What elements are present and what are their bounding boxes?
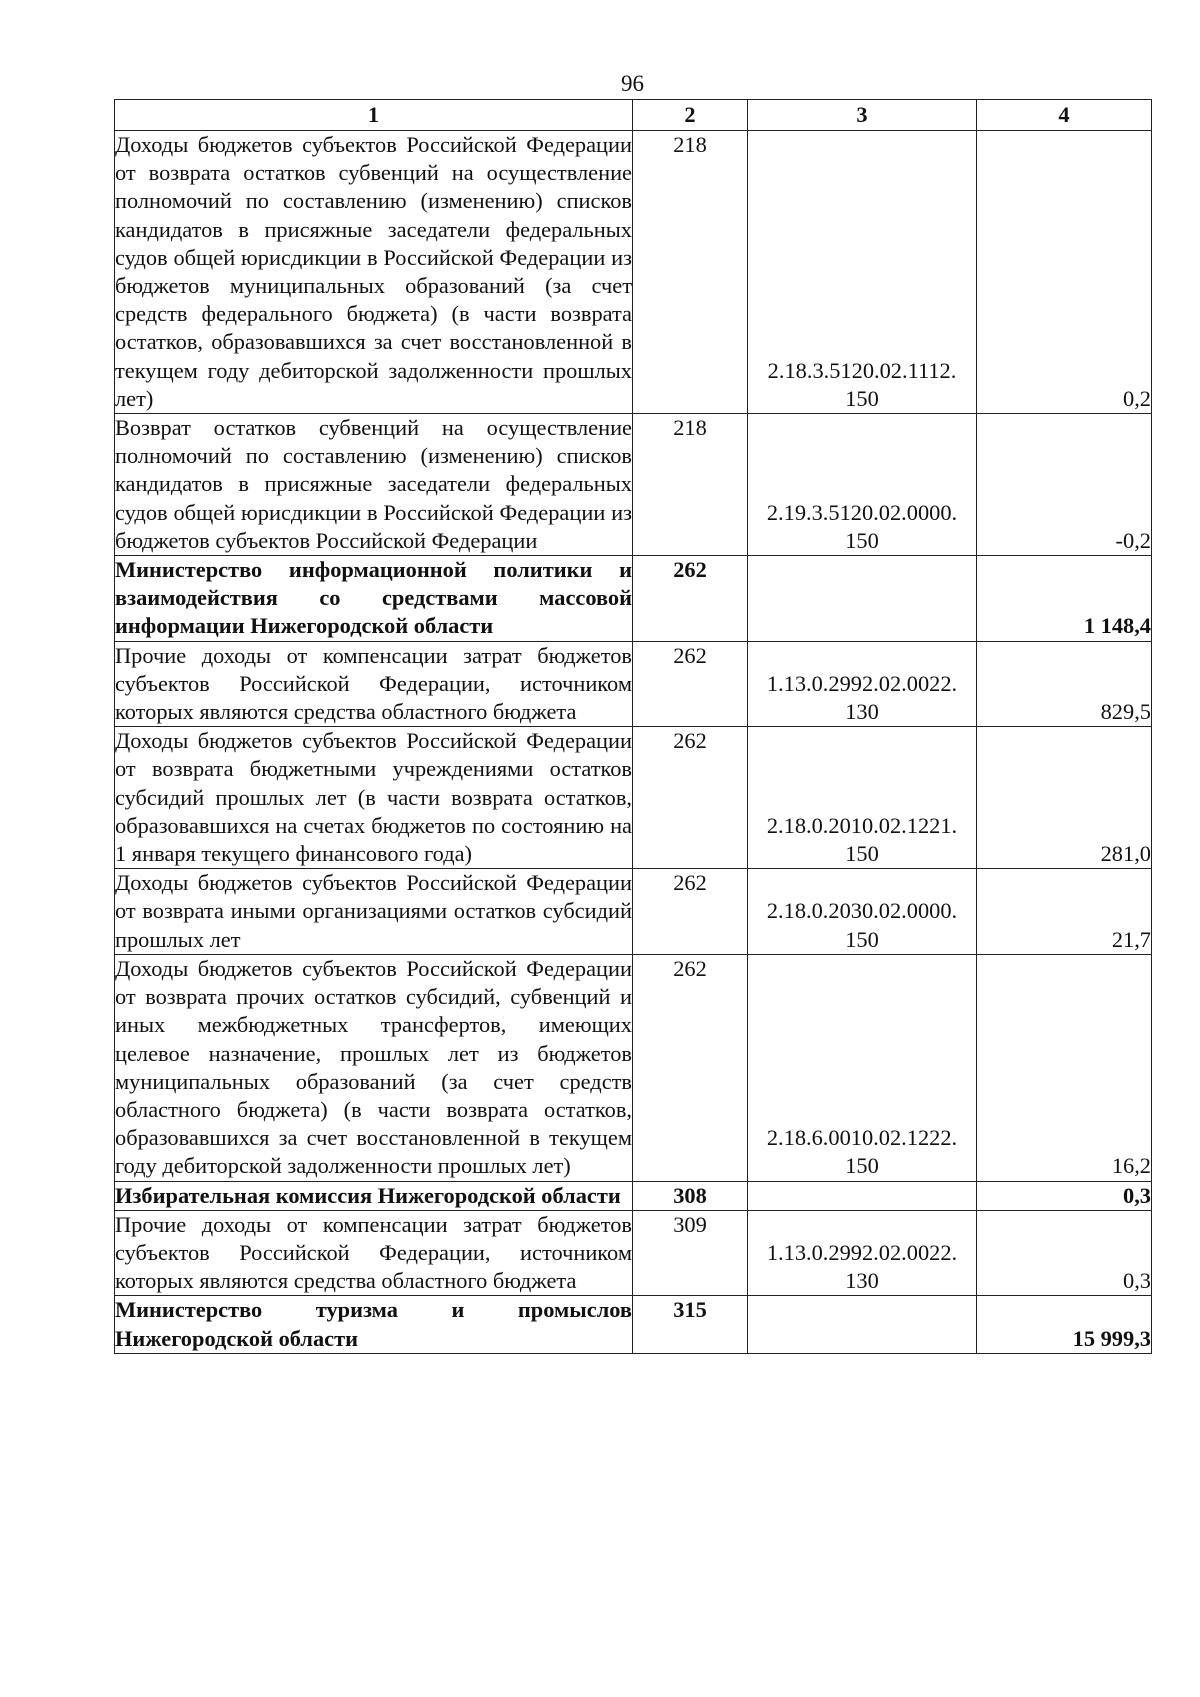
table-row-ministry-total [115, 556, 1152, 642]
admin-code: 218 [633, 131, 748, 414]
income-description: Доходы бюджетов субъектов Российской Федерации от возврата бюджетными учреждениями остатков субсидий прошлых лет (в части возврата остатков, образовавшихся на счетах бюджетов по состоянию на 1 января текущего финансового года) [115, 727, 633, 869]
budget-classification-code [748, 1210, 977, 1296]
amount-value: 21,7 [977, 869, 1152, 955]
kbk-line-1: 2.18.6.0010.02.1222. [766, 1125, 958, 1151]
table-row [115, 414, 1152, 556]
table-header-row [115, 100, 1152, 131]
admin-code: 309 [633, 1210, 748, 1296]
kbk-line-1: 2.18.3.5120.02.1112. [767, 357, 957, 383]
budget-classification-code [748, 556, 977, 642]
income-description: Прочие доходы от компенсации затрат бюджетов субъектов Российской Федерации, источником которых являются средства областного бюджета [115, 641, 633, 727]
kbk-line-1: 2.18.0.2010.02.1221. [766, 812, 958, 838]
kbk-line-2: 150 [845, 385, 879, 411]
admin-code: 315 [633, 1296, 748, 1353]
table-row-ministry-total [115, 1181, 1152, 1210]
budget-classification-code [748, 727, 977, 869]
header-col-2: 2 [633, 100, 748, 131]
income-description: Доходы бюджетов субъектов Российской Федерации от возврата иными организациями остатков субсидий прошлых лет [115, 869, 633, 955]
admin-code: 262 [633, 727, 748, 869]
kbk-line-2: 150 [845, 841, 879, 867]
kbk-line-2: 130 [845, 699, 879, 725]
amount-value: 281,0 [977, 727, 1152, 869]
table-row-ministry-total [115, 1296, 1152, 1353]
ministry-name: Избирательная комиссия Нижегородской области [115, 1181, 633, 1210]
amount-total: 0,3 [977, 1181, 1152, 1210]
admin-code: 262 [633, 954, 748, 1181]
amount-value: 829,5 [977, 641, 1152, 727]
income-description: Доходы бюджетов субъектов Российской Федерации от возврата остатков субвенций на осуществление полномочий по составлению (изменению) списков кандидатов в присяжные заседатели федеральных судов общей юрисдикции в Российской Федерации из бюджетов муниципальных образований (за счет средств федерального бюджета) (в части возврата остатков, образовавшихся за счет восстановленной в текущем году дебиторской задолженности прошлых лет) [115, 131, 633, 414]
income-description: Возврат остатков субвенций на осуществление полномочий по составлению (изменению) списков кандидатов в присяжные заседатели федеральных судов общей юрисдикции в Российской Федерации из бюджетов субъектов Российской Федерации [115, 414, 633, 556]
amount-value: 0,3 [977, 1210, 1152, 1296]
kbk-line-1: 2.18.0.2030.02.0000. [766, 898, 958, 924]
kbk-line-1: 1.13.0.2992.02.0022. [766, 1239, 958, 1265]
table-row [115, 954, 1152, 1181]
admin-code: 262 [633, 869, 748, 955]
budget-classification-code [748, 641, 977, 727]
table-row [115, 1210, 1152, 1296]
table-row [115, 727, 1152, 869]
kbk-line-2: 150 [845, 926, 879, 952]
table-row [115, 131, 1152, 414]
table-row [115, 641, 1152, 727]
kbk-line-2: 150 [845, 527, 879, 553]
budget-table [114, 99, 1152, 1354]
page-number: 96 [621, 71, 644, 96]
budget-classification-code [748, 1296, 977, 1353]
amount-value: -0,2 [977, 414, 1152, 556]
income-description: Доходы бюджетов субъектов Российской Федерации от возврата прочих остатков субсидий, субвенций и иных межбюджетных трансфертов, имеющих целевое назначение, прошлых лет из бюджетов муниципальных образований (за счет средств областного бюджета) (в части возврата остатков, образовавшихся за счет восстановленной в текущем году дебиторской задолженности прошлых лет) [115, 954, 633, 1181]
kbk-line-2: 130 [845, 1268, 879, 1294]
admin-code: 262 [633, 641, 748, 727]
amount-value: 0,2 [977, 131, 1152, 414]
budget-classification-code [748, 131, 977, 414]
ministry-name: Министерство туризма и промыслов Нижегородской области [115, 1296, 633, 1353]
amount-total: 1 148,4 [977, 556, 1152, 642]
budget-classification-code [748, 869, 977, 955]
kbk-line-1: 2.19.3.5120.02.0000. [766, 499, 958, 525]
admin-code: 308 [633, 1181, 748, 1210]
admin-code: 262 [633, 556, 748, 642]
kbk-line-2: 150 [845, 1153, 879, 1179]
header-col-4: 4 [977, 100, 1152, 131]
budget-classification-code [748, 954, 977, 1181]
budget-classification-code [748, 1181, 977, 1210]
header-col-3: 3 [748, 100, 977, 131]
admin-code: 218 [633, 414, 748, 556]
amount-value: 16,2 [977, 954, 1152, 1181]
table-row [115, 869, 1152, 955]
ministry-name: Министерство информационной политики и взаимодействия со средствами массовой информации Нижегородской области [115, 556, 633, 642]
kbk-line-1: 1.13.0.2992.02.0022. [766, 670, 958, 696]
budget-classification-code [748, 414, 977, 556]
header-col-1: 1 [115, 100, 633, 131]
amount-total: 15 999,3 [977, 1296, 1152, 1353]
income-description: Прочие доходы от компенсации затрат бюджетов субъектов Российской Федерации, источником которых являются средства областного бюджета [115, 1210, 633, 1296]
